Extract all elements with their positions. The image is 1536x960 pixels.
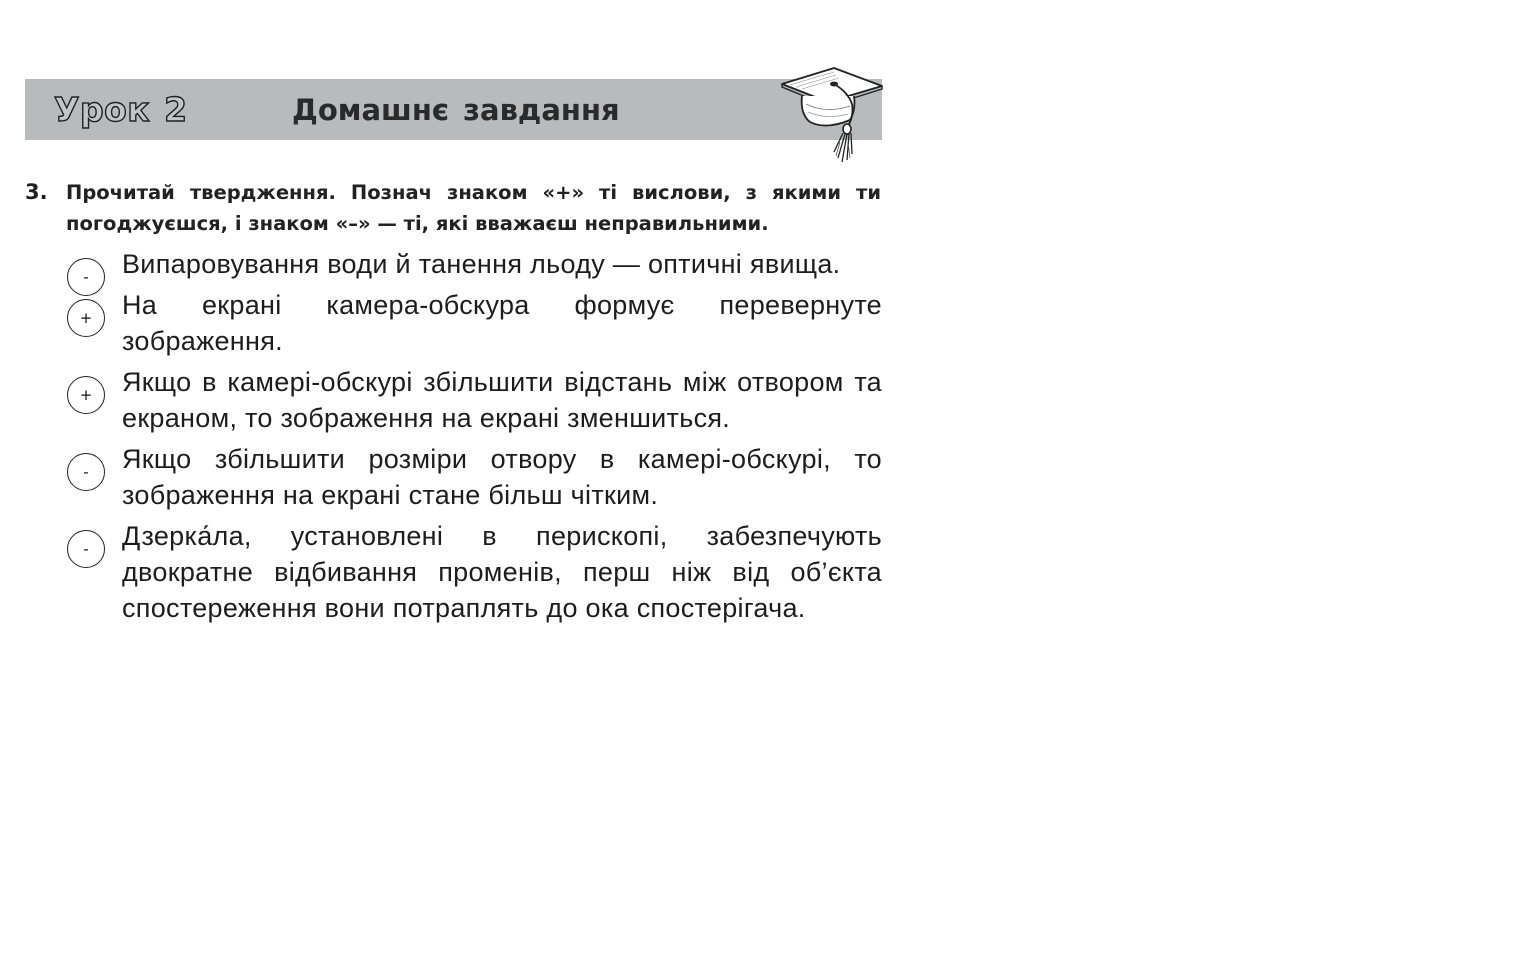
- statement-item: [66, 518, 882, 626]
- answer-mark-circle[interactable]: +: [67, 376, 105, 414]
- statement-item: [66, 364, 882, 436]
- lesson-number: 2: [164, 90, 188, 129]
- statement-text: На екрані камера-обскура формує перевернуте зображення.: [122, 290, 882, 356]
- statement-text: Якщо збільшити розміри отвору в камері-обскурі, то зображення на екрані стане більш чітким.: [122, 444, 882, 510]
- homework-title: Домашнє завдання: [292, 93, 620, 127]
- statement-text: Якщо в камері-обскурі збільшити відстань між отвором та екраном, то зображення на екрані зменшиться.: [122, 367, 882, 433]
- answer-mark-circle[interactable]: -: [67, 258, 105, 296]
- statements-list: [66, 246, 882, 631]
- lesson-label: [54, 88, 188, 132]
- answer-mark-circle[interactable]: -: [67, 453, 105, 491]
- lesson-word: Урок: [54, 90, 151, 129]
- statement-text: Дзерка́ла, установлені в перископі, забезпечують двократне відбивання променів, перш ніж від об’єкта спостереження вони потраплять до ока спостерігача.: [122, 521, 882, 623]
- task-instruction: Прочитай твердження. Познач знаком «+» ті вислови, з якими ти погоджуєшся, і знаком «–» — ті, які вважаєш неправильними.: [66, 181, 881, 235]
- answer-mark-circle[interactable]: -: [67, 530, 105, 568]
- statement-item: [66, 441, 882, 513]
- answer-mark-circle[interactable]: +: [67, 299, 105, 337]
- statement-text: Випаровування води й танення льоду — оптичні явища.: [122, 249, 841, 279]
- graduation-cap-icon: [776, 62, 886, 168]
- statement-item: [66, 287, 882, 359]
- statement-item: [66, 246, 882, 286]
- task-number: 3.: [25, 180, 48, 204]
